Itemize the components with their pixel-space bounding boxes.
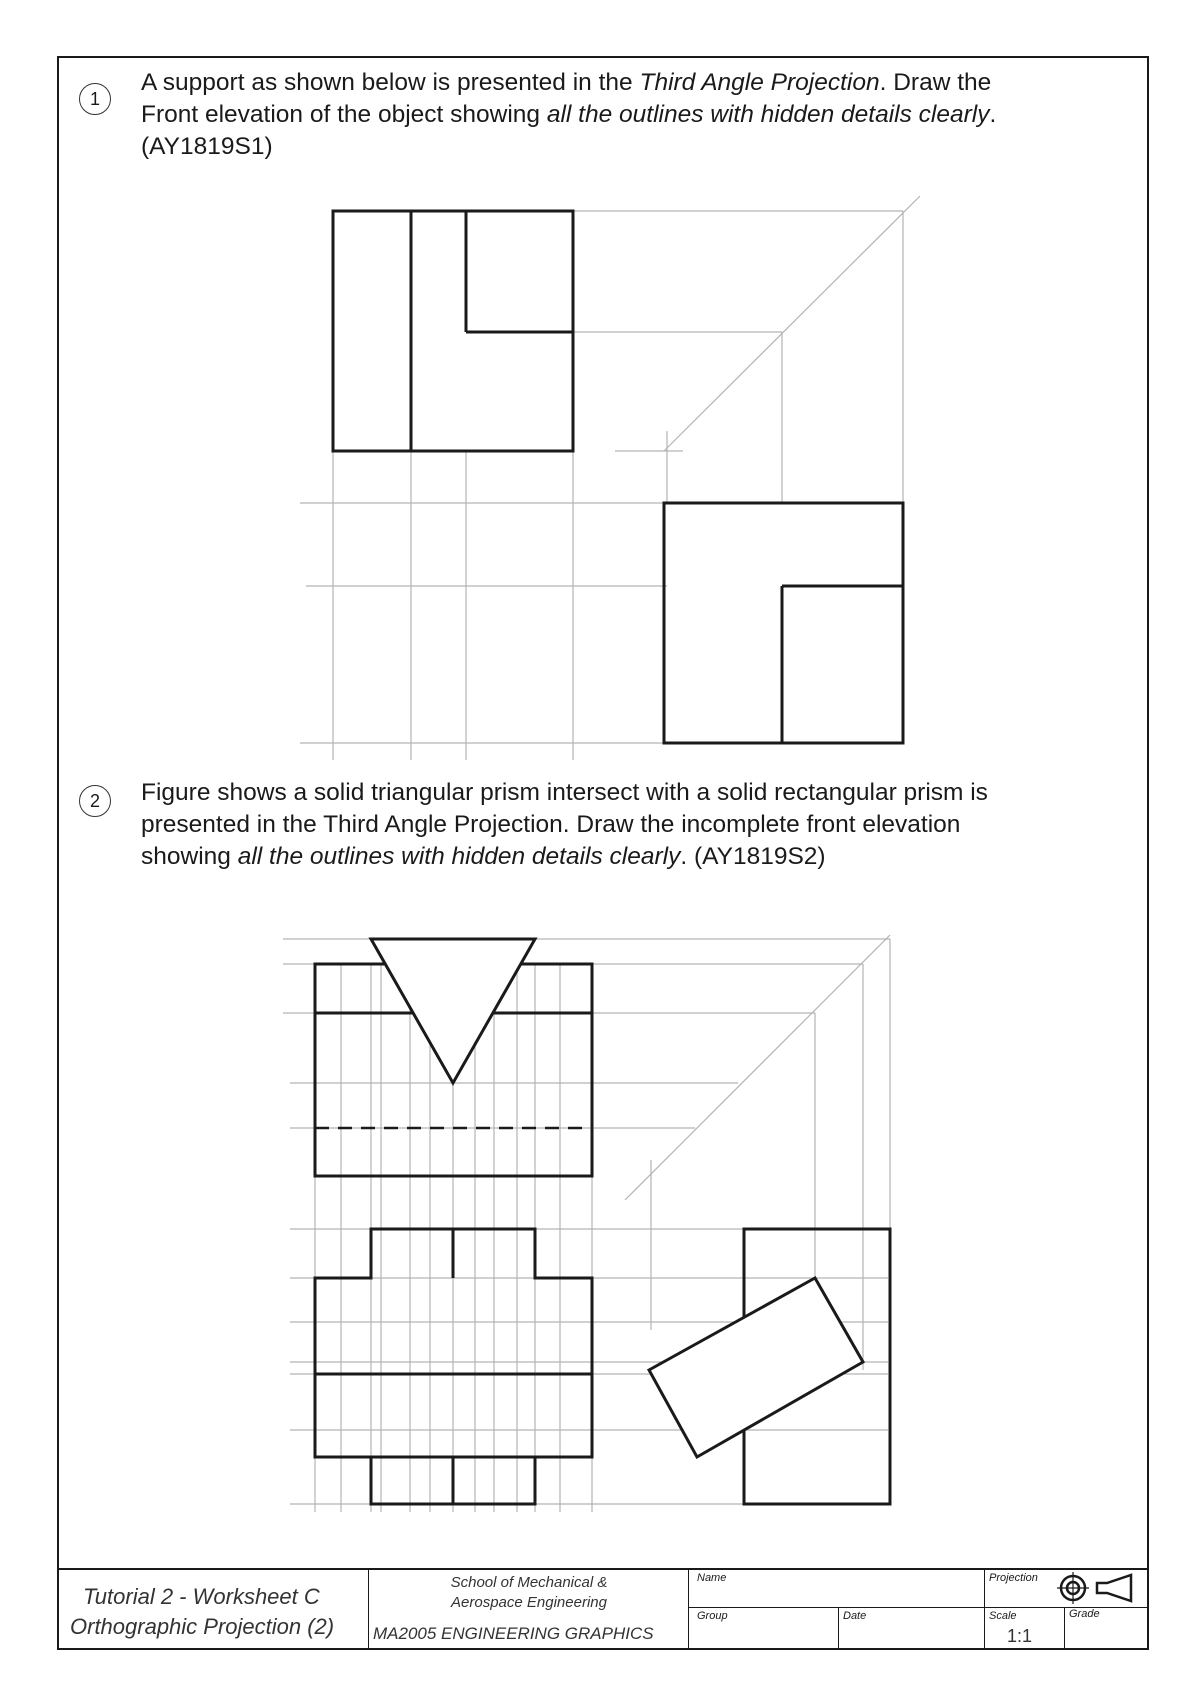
q1-line2-em: all the outlines with hidden details clearly [546,101,990,128]
question-1-number-text: 1 [89,89,100,109]
q1-line1-b: . Draw the [879,69,992,96]
school-line1: School of Mechanical & [450,1574,608,1591]
q2-line3-a: showing [141,843,238,870]
scale-value: 1:1 [1007,1626,1033,1646]
projection-cell [985,1570,1149,1608]
q1-side-view [664,503,903,743]
date-label: Date [843,1610,867,1622]
worksheet-title-line2: Orthographic Projection (2) [70,1614,335,1639]
q1-line2-b: . [989,101,997,128]
q2-side-view [649,1229,890,1504]
grade-label: Grade [1069,1608,1100,1620]
projection-label: Projection [989,1572,1038,1584]
q1-line3: (AY1819S1) [141,133,273,160]
group-field[interactable] [689,1608,839,1650]
date-field[interactable] [839,1608,985,1650]
title-block [57,1568,1149,1650]
course-title: MA2005 ENGINEERING GRAPHICS [373,1624,654,1643]
q2-line1: Figure shows a solid triangular prism intersect with a solid rectangular prism is [141,779,988,806]
name-field[interactable] [689,1570,985,1608]
school-line2: Aerospace Engineering [451,1594,607,1611]
group-label: Group [697,1610,728,1622]
worksheet-title-line1: Tutorial 2 - Worksheet C [83,1584,320,1609]
q1-top-view [333,211,573,451]
name-label: Name [697,1572,727,1584]
question-2-number-text: 2 [89,791,100,811]
third-angle-projection-icon [1053,1570,1143,1608]
school-cell [369,1570,689,1650]
q2-line3-em: all the outlines with hidden details clearly [237,843,681,870]
q1-line1-em: Third Angle Projection [639,69,880,96]
q2-line3-b: . (AY1819S2) [680,843,826,870]
q1-line2-a: Front elevation of the object showing [141,101,547,128]
q2-projection-lines [283,935,890,1512]
scale-cell [985,1608,1065,1650]
q1-projection-lines [300,196,920,760]
q2-line2: presented in the Third Angle Projection. Draw the incomplete front elevation [141,811,961,838]
q1-line1-a: A support as shown below is presented in the [141,69,640,96]
worksheet-title-cell [57,1570,369,1650]
scale-label: Scale [989,1610,1017,1622]
grade-field[interactable] [1065,1608,1149,1650]
